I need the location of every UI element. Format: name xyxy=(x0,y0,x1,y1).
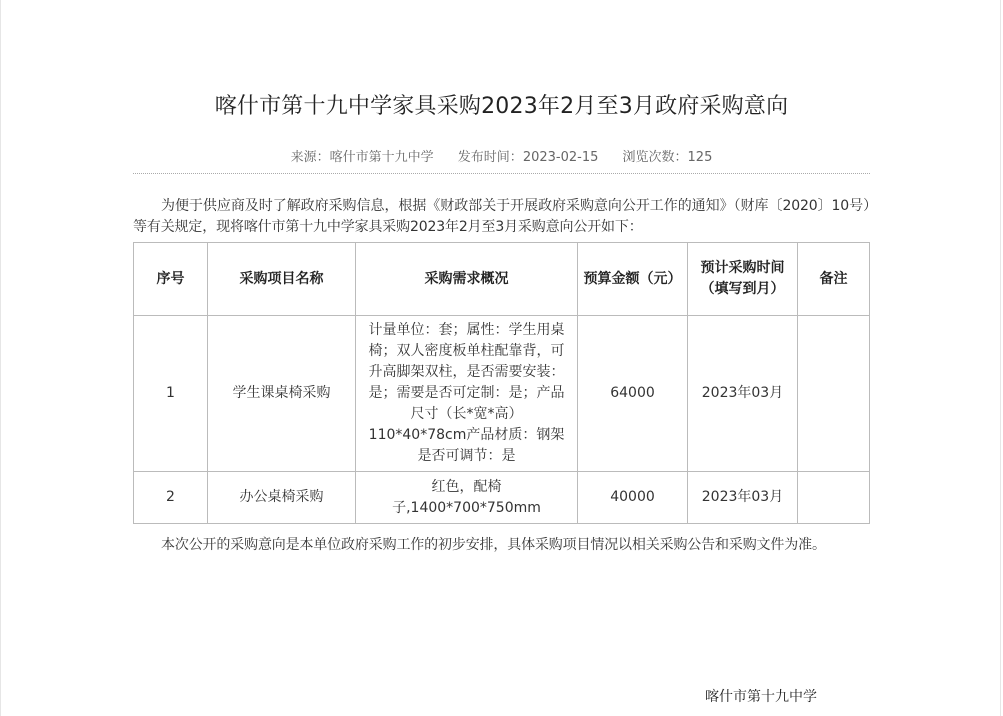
cell-no: 2 xyxy=(134,472,208,524)
header-time: 预计采购时间（填写到月） xyxy=(688,243,798,316)
header-budget: 预算金额（元） xyxy=(578,243,688,316)
divider xyxy=(133,173,870,174)
table-row xyxy=(134,316,870,472)
cell-no: 1 xyxy=(134,316,208,472)
cell-desc: 红色，配椅子,1400*700*750mm xyxy=(356,472,578,524)
date-label: 发布时间： xyxy=(457,150,523,165)
signature: 喀什市第十九中学 xyxy=(705,689,817,705)
cell-budget: 64000 xyxy=(578,316,688,472)
header-name: 采购项目名称 xyxy=(208,243,356,316)
header-desc: 采购需求概况 xyxy=(356,243,578,316)
cell-time: 2023年03月 xyxy=(688,472,798,524)
cell-name: 办公桌椅采购 xyxy=(208,472,356,524)
cell-name: 学生课桌椅采购 xyxy=(208,316,356,472)
views-label: 浏览次数： xyxy=(622,150,688,165)
cell-note xyxy=(798,472,870,524)
views-value: 125 xyxy=(687,150,713,165)
procurement-table xyxy=(133,242,870,524)
date-value: 2023-02-15 xyxy=(522,150,599,165)
meta-date xyxy=(458,146,599,165)
meta-views xyxy=(623,146,713,165)
source-label: 来源： xyxy=(290,150,330,165)
cell-time: 2023年03月 xyxy=(688,316,798,472)
header-no: 序号 xyxy=(134,243,208,316)
meta-info xyxy=(1,146,1002,165)
cell-note xyxy=(798,316,870,472)
cell-budget: 40000 xyxy=(578,472,688,524)
outro-paragraph: 本次公开的采购意向是本单位政府采购工作的初步安排，具体采购项目情况以相关采购公告和采购文件为准。 xyxy=(161,537,826,553)
meta-source xyxy=(291,146,434,165)
source-value: 喀什市第十九中学 xyxy=(329,150,434,165)
intro-paragraph: 为便于供应商及时了解政府采购信息，根据《财政部关于开展政府采购意向公开工作的通知》（财库〔2020〕10号）等有关规定，现将喀什市第十九中学家具采购2023年2月至3月采购意向公开如下： xyxy=(133,198,870,235)
header-note: 备注 xyxy=(798,243,870,316)
table-row xyxy=(134,472,870,524)
table-header-row xyxy=(134,243,870,316)
page-title: 喀什市第十九中学家具采购2023年2月至3月政府采购意向 xyxy=(214,94,789,119)
cell-desc: 计量单位：套；属性：学生用桌椅；双人密度板单柱配靠背，可升高脚架双柱，是否需要安装：是；需要是否可定制：是；产品尺寸（长*宽*高）110*40*78cm产品材质：钢架 是否可调节：是 xyxy=(356,316,578,472)
